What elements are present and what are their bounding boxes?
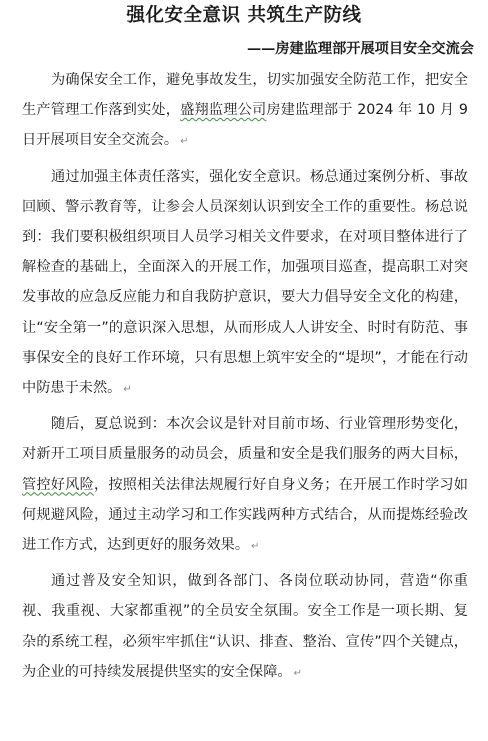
paragraph-3 [22, 409, 468, 562]
paragraph-text: 为确保安全工作，避免事故发生，切实加强安全防范工作，把安全生产管理工作落到实处， [22, 72, 468, 119]
document-body [22, 65, 468, 693]
paragraph-mark-icon: ↵ [123, 384, 132, 396]
document-title: 强化安全意识 共筑生产防线 [126, 5, 362, 26]
paragraph-text: 房建监理部于 2024 年 10 月 9 日开展项目安全交流会。 [22, 102, 468, 149]
paragraph-2 [22, 162, 468, 406]
paragraph-mark-icon: ↵ [251, 541, 260, 553]
spellcheck-underlined-text: 盛翔监理公司 [180, 102, 267, 119]
paragraph-text: 随后，夏总说到：本次会议是针对目前市场、行业管理形势变化，对新开工项目质量服务的动员会，质量和安全是我们服务的两大目标， [22, 416, 468, 463]
paragraph-text: 通过加强主体责任落实，强化安全意识。杨总通过案例分析、事故回顾、警示教育等，让参会人员深刻认识到安全工作的重要性。杨总说到：我们要积极组织项目人员学习相关文件要求，在对项目整体进行了解检查的基础上，全面深入的开展工作，加强项目巡查，提高职工对突发事故的应急反应能力和自我防护意识，要大力倡导安全文化的构建，让“安全第一”的意识深入思想，从而形成人人讲安全、时时有防范、事事保安全的良好工作环境，只有思想上筑牢安全的“堤坝”，才能在行动中防患于未然。 [22, 168, 468, 397]
paragraph-1 [22, 65, 468, 158]
document-subtitle: ——房建监理部开展项目安全交流会 [246, 41, 474, 57]
paragraph-text: ，按照相关法律法规履行好自身义务；在开展工作时学习如何规避风险，通过主动学习和工作实践两种方式结合，从而提炼经验改进工作方式，达到更好的服务效果。 [22, 476, 468, 554]
spellcheck-underlined-text: 管控好风险 [22, 476, 94, 493]
paragraph-mark-icon: ↵ [180, 136, 189, 148]
paragraph-mark-icon: ↵ [293, 667, 302, 679]
paragraph-text: 通过普及安全知识，做到各部门、各岗位联动协同，营造“你重视、我重视、大家都重视”的全员安全氛围。安全工作是一项长期、复杂的系统工程，必须牢牢抓住“认识、排查、整治、宣传”四个关键点，为企业的可持续发展提供坚实的安全保障。 [22, 573, 468, 680]
paragraph-4 [22, 566, 468, 689]
